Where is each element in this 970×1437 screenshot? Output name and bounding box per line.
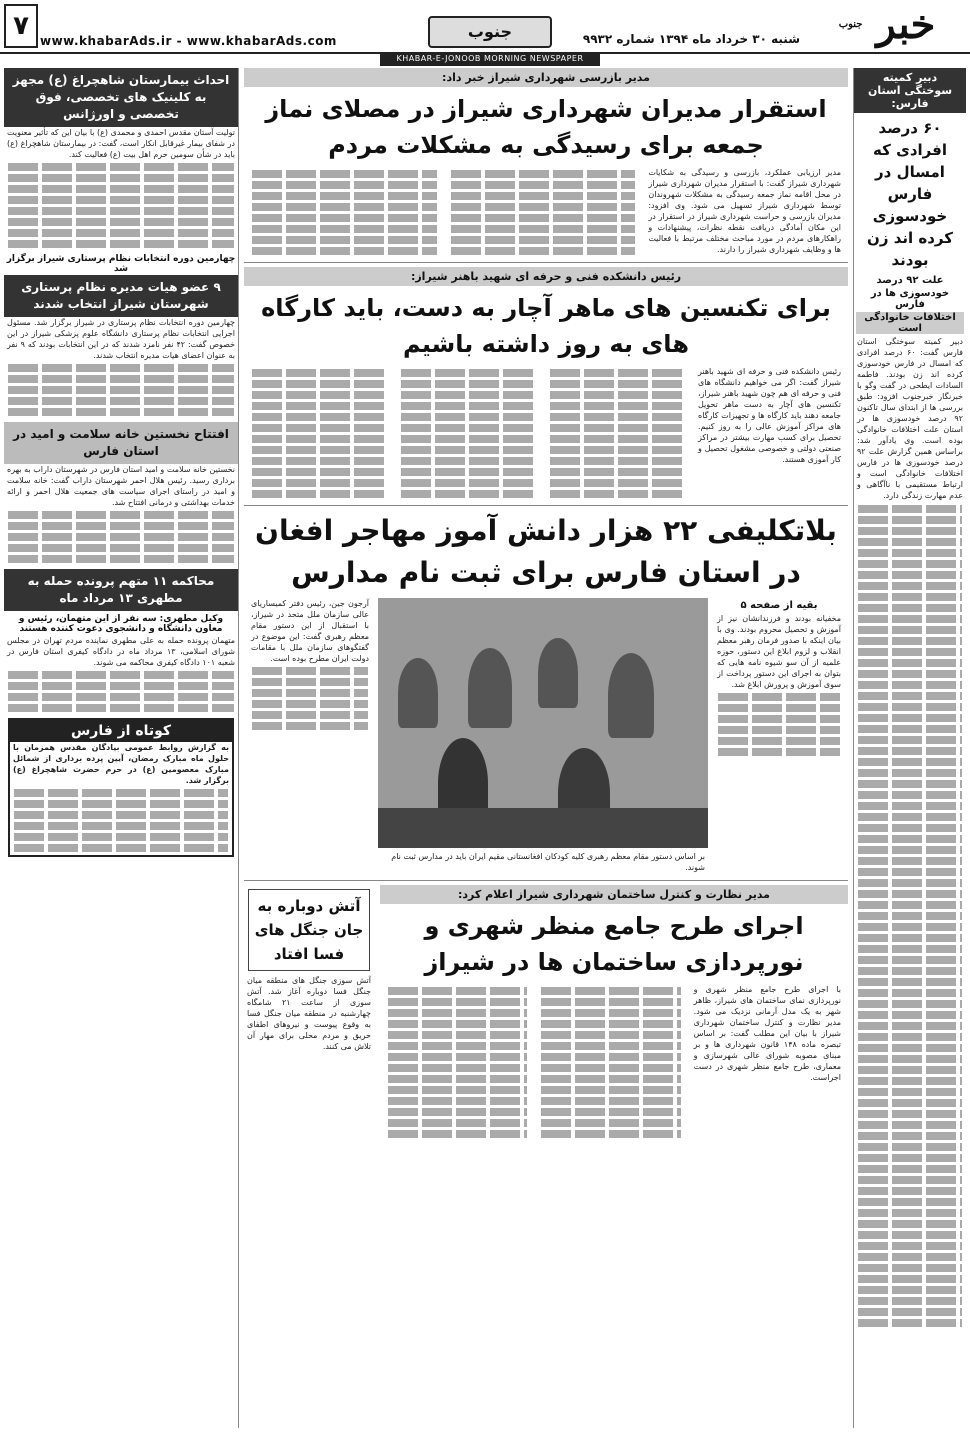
logo-sub: جنوب <box>838 19 863 30</box>
article-technicians <box>244 267 848 501</box>
article3-text-right <box>714 598 844 876</box>
article-afghan-students <box>244 510 848 876</box>
article3-body: مخفیانه بودند و فرزندانشان نیز از آموزش و تحصیل محروم بودند. وی با بیان اینکه با صدور فرمان رهبر معظم انقلاب و لزوم ابلاغ این دستور، حوزه علمیه از آن سو شیوه نامه هایی که بتوان به اجرای این دستور پرداخت از سوی آموزش و پرورش ابلاغ شد. <box>717 614 841 689</box>
photo-caption: بر اساس دستور مقام معظم رهبری کلیه کودکان افغانستانی مقیم ایران باید در مدارس ثبت نام شوند. <box>391 852 705 872</box>
website-link[interactable]: www.khabarAds.ir - www.khabarAds.com <box>40 34 337 48</box>
left-block2-body: چهارمین دوره انتخابات نظام پرستاری در شیراز برگزار شد. مسئول اجرایی انتخابات نظام پرستاری دانشگاه علوم پزشکی شیراز در این خصوص گفت: ۴۲ نفر نامزد شدند که در این انتخابات بودند که ۹ نفر به عنوان اعضای هیات مدیره انتخاب شدند. <box>7 318 236 360</box>
fire-headline[interactable]: آتش دوباره به جان جنگل های فسا افتاد <box>248 889 370 971</box>
short-news-title[interactable]: کوتاه از فارس <box>10 720 232 742</box>
article4-kicker: مدیر نظارت و کنترل ساختمان شهرداری شیراز اعلام کرد: <box>380 885 848 904</box>
left-block-nursing <box>4 254 238 416</box>
article1-columns <box>244 167 848 258</box>
article1-headline[interactable]: استقرار مدیران شهرداری شیراز در مصلای نماز جمعه برای رسیدگی به مشکلات مردم <box>265 95 827 159</box>
fire-box <box>244 885 374 1141</box>
article4-headline[interactable]: اجرای طرح جامع منظر شهری و نورپردازی ساختمان ها در شیراز <box>424 912 804 976</box>
right-body: دبیر کمیته سوختگی استان فارس گفت: ۶۰ درصد افرادی که امسال در فارس خودسوزی کرده اند زن بودند. فاطمه السادات ایطحی در گفت وگو با خبرنگار خبرجنوب افزود: طبق بررسی ها از ابتدای سال تاکنون ۹۲ درصد خودسوزی ها در استان علت اختلافات خانوادگی بوده است. وی یادآور شد: براساس همین گزارش علت ۹۲ درصد خودسوزی ها در فارس اختلافات خانوادگی است و ارتباط مستقیمی با ناآگاهی و عدم مهارت زندگی دارد. <box>857 337 963 500</box>
dateline: شنبه ۳۰ خرداد ماه ۱۳۹۴ شماره ۹۹۳۲ <box>582 32 800 46</box>
right-body-continuation <box>854 505 966 1385</box>
article2-kicker: رئیس دانشکده فنی و حرفه ای شهید باهنر شیراز: <box>244 267 848 286</box>
short-news-body: به گزارش روابط عمومی بیادگان مقدس همزمان با حلول ماه مبارک رمضان، آیین پرده برداری از شمائل مبارک معصومین (ع) در حرم حضرت شاهچراغ (ع) برگزار شد. <box>13 743 229 785</box>
right-kicker: دبیر کمیته سوختگی استان فارس: <box>854 68 966 113</box>
article4-body: با اجرای طرح جامع منظر شهری و نورپردازی نمای ساختمان های شیراز، ظاهر شهر به یک مدل آرمانی نزدیک می شود. مدیر نظارت و کنترل ساختمان شهرداری شیراز با بیان این مطلب گفت: بر اساس تبصره ماده ۱۴۸ قانون شهرداری ها و بر مبنای مصوبه شورای عالی شهرسازی و معماری، طرح جامع منظر شهری در دست اجراست. <box>693 985 841 1082</box>
masthead <box>0 0 970 54</box>
center-area <box>244 68 848 1428</box>
left-block3-title[interactable]: افتتاح نخستین خانه سلامت و امید در استان فارس <box>4 422 238 464</box>
article3-continued: بقیه از صفحه ۵ <box>740 600 818 611</box>
newspaper-logo[interactable] <box>812 2 962 48</box>
page-number: ۷ <box>4 4 38 48</box>
right-sub2: خودسوزی ها در فارس <box>870 288 950 310</box>
article2-columns <box>244 366 848 501</box>
article-cityscape <box>244 885 848 1141</box>
article3-photo-block <box>378 598 708 876</box>
article3-headline[interactable]: بلاتکلیفی ۲۲ هزار دانش آموز مهاجر افغان در استان فارس برای ثبت نام مدارس <box>255 514 837 589</box>
left-block4-title[interactable]: محاکمه ۱۱ متهم پرونده حمله به مطهری ۱۳ مرداد ماه <box>4 569 238 611</box>
right-column <box>853 68 966 1428</box>
english-subtitle: KHABAR-E-JONOOB MORNING NEWSPAPER <box>380 54 600 66</box>
section-tab[interactable]: جنوب <box>428 16 552 48</box>
right-headline[interactable]: ۶۰ درصد افرادی که امسال در فارس خودسوزی کرده اند زن بودند <box>867 119 953 269</box>
logo-text: خبر <box>876 1 936 48</box>
left-block4-body: متهمان پرونده حمله به علی مطهری نماینده مردم تهران در مجلس شورای اسلامی، ۱۳ مرداد ماه در دادگاه کیفری استان فارس در شعبه ۱۰۱ دادگاه کیفری محاکمه می شوند. <box>7 636 235 667</box>
left-block-health-house <box>4 422 238 563</box>
article1-kicker: مدیر بازرسی شهرداری شیراز خبر داد: <box>244 68 848 87</box>
article3-text-left <box>248 598 372 876</box>
left-block-motahari <box>4 569 238 712</box>
left-block2-title[interactable]: ۹ عضو هیات مدیره نظام پرستاری شهرستان شیراز انتخاب شدند <box>4 275 238 317</box>
article-shahrdari <box>244 68 848 258</box>
fire-body: آتش سوزی جنگل های منطقه میان جنگل فسا دوباره آغاز شد. آتش سوزی از ساعت ۲۱ شامگاه چهارشنبه در منطقه میان جنگل فسا به وقوع پیوست و نیروهای اطفای حریق و مردم محلی برای مهار آن تلاش می کنند. <box>247 976 371 1051</box>
article3-row <box>244 598 848 876</box>
article2-headline[interactable]: برای تکنسین های ماهر آچار به دست، باید کارگاه های به روز داشته باشیم <box>261 294 831 358</box>
right-sub3: اختلافات خانوادگی است <box>856 312 964 334</box>
right-sub1: علت ۹۲ درصد <box>876 275 944 286</box>
article4-columns <box>380 984 848 1141</box>
short-news-box <box>8 718 234 857</box>
left-block4-kicker: وکیل مطهری: سه نفر از این متهمان، رئیس و معاون دانشگاه و دانشجوی دعوت کننده هستند <box>18 614 224 634</box>
classroom-photo[interactable] <box>378 598 708 848</box>
left-block-hospital <box>4 68 238 248</box>
left-block1-title[interactable]: احداث بیمارستان شاهچراغ (ع) مجهز به کلینیک های تخصصی، فوق تخصصی و اورژانس <box>4 68 238 127</box>
left-block1-body: تولیت آستان مقدس احمدی و محمدی (ع) با بیان این که تأثیر معنویت در شفای بیمار غیرقابل انکار است، گفت: در بیمارستان شاهچراغ (ع) باید در شأن سومین حرم اهل بیت (ع) فعالیت کند. <box>7 128 235 159</box>
article3-body2: آرجون جین، رئیس دفتر کمیساریای عالی سازمان ملل متحد در شیراز، با استقبال از این دستور مقام معظم رهبری گفت: این موضوع در گفتگوهای سازمان ملل با مقامات دولت ایران مطرح بوده است. <box>251 599 369 663</box>
article2-body: رئیس دانشکده فنی و حرفه ای شهید باهنر شیراز گفت: اگر می خواهیم دانشگاه های فنی و حرفه ای هم چون شهید باهنر شیراز، تکنسین های آچار به دست ماهر تحویل جامعه دهند باید کارگاه ها و تجهیزات کارگاه های مراکز آموزش عالی را به روز کنیم. تحصیل برای کسب مهارت بیشتر در مراکز صنعتی دولتی و خصوصی مشغول تحصیل و کار آموزی هستند. <box>698 367 841 464</box>
article1-body: مدیر ارزیابی عملکرد، بازرسی و رسیدگی به شکایات شهرداری شیراز گفت: با استقرار مدیران شهرداری شیراز در محل اقامه نماز جمعه رسیدگی به مشکلات شهروندان توسط شهرداری شیراز تسهیل می شود. وی افزود: مدیران بازرسی و حراست شهرداری شیراز در استقرار در این مکان آمادگی دریافت نقطه نظرات، پیشنهادات و راهکارهای مردم در مورد مباحث مختلف مرتبط با فعالیت ها و وظایف شهرداری شیراز را دارند. <box>648 168 841 254</box>
left-block2-kicker: چهارمین دوره انتخابات نظام پرستاری شیراز برگزار شد <box>6 254 236 274</box>
left-column <box>4 68 239 1428</box>
left-block3-body: نخستین خانه سلامت و امید استان فارس در شهرستان داراب به بهره برداری رسید. رئیس هلال احمر شهرستان داراب گفت: خانه سلامت و امید در راستای اجرای سیاست های جمعیت هلال احمر و ارائه خدمات بهداشتی و درمانی افتتاح شد. <box>7 465 235 507</box>
